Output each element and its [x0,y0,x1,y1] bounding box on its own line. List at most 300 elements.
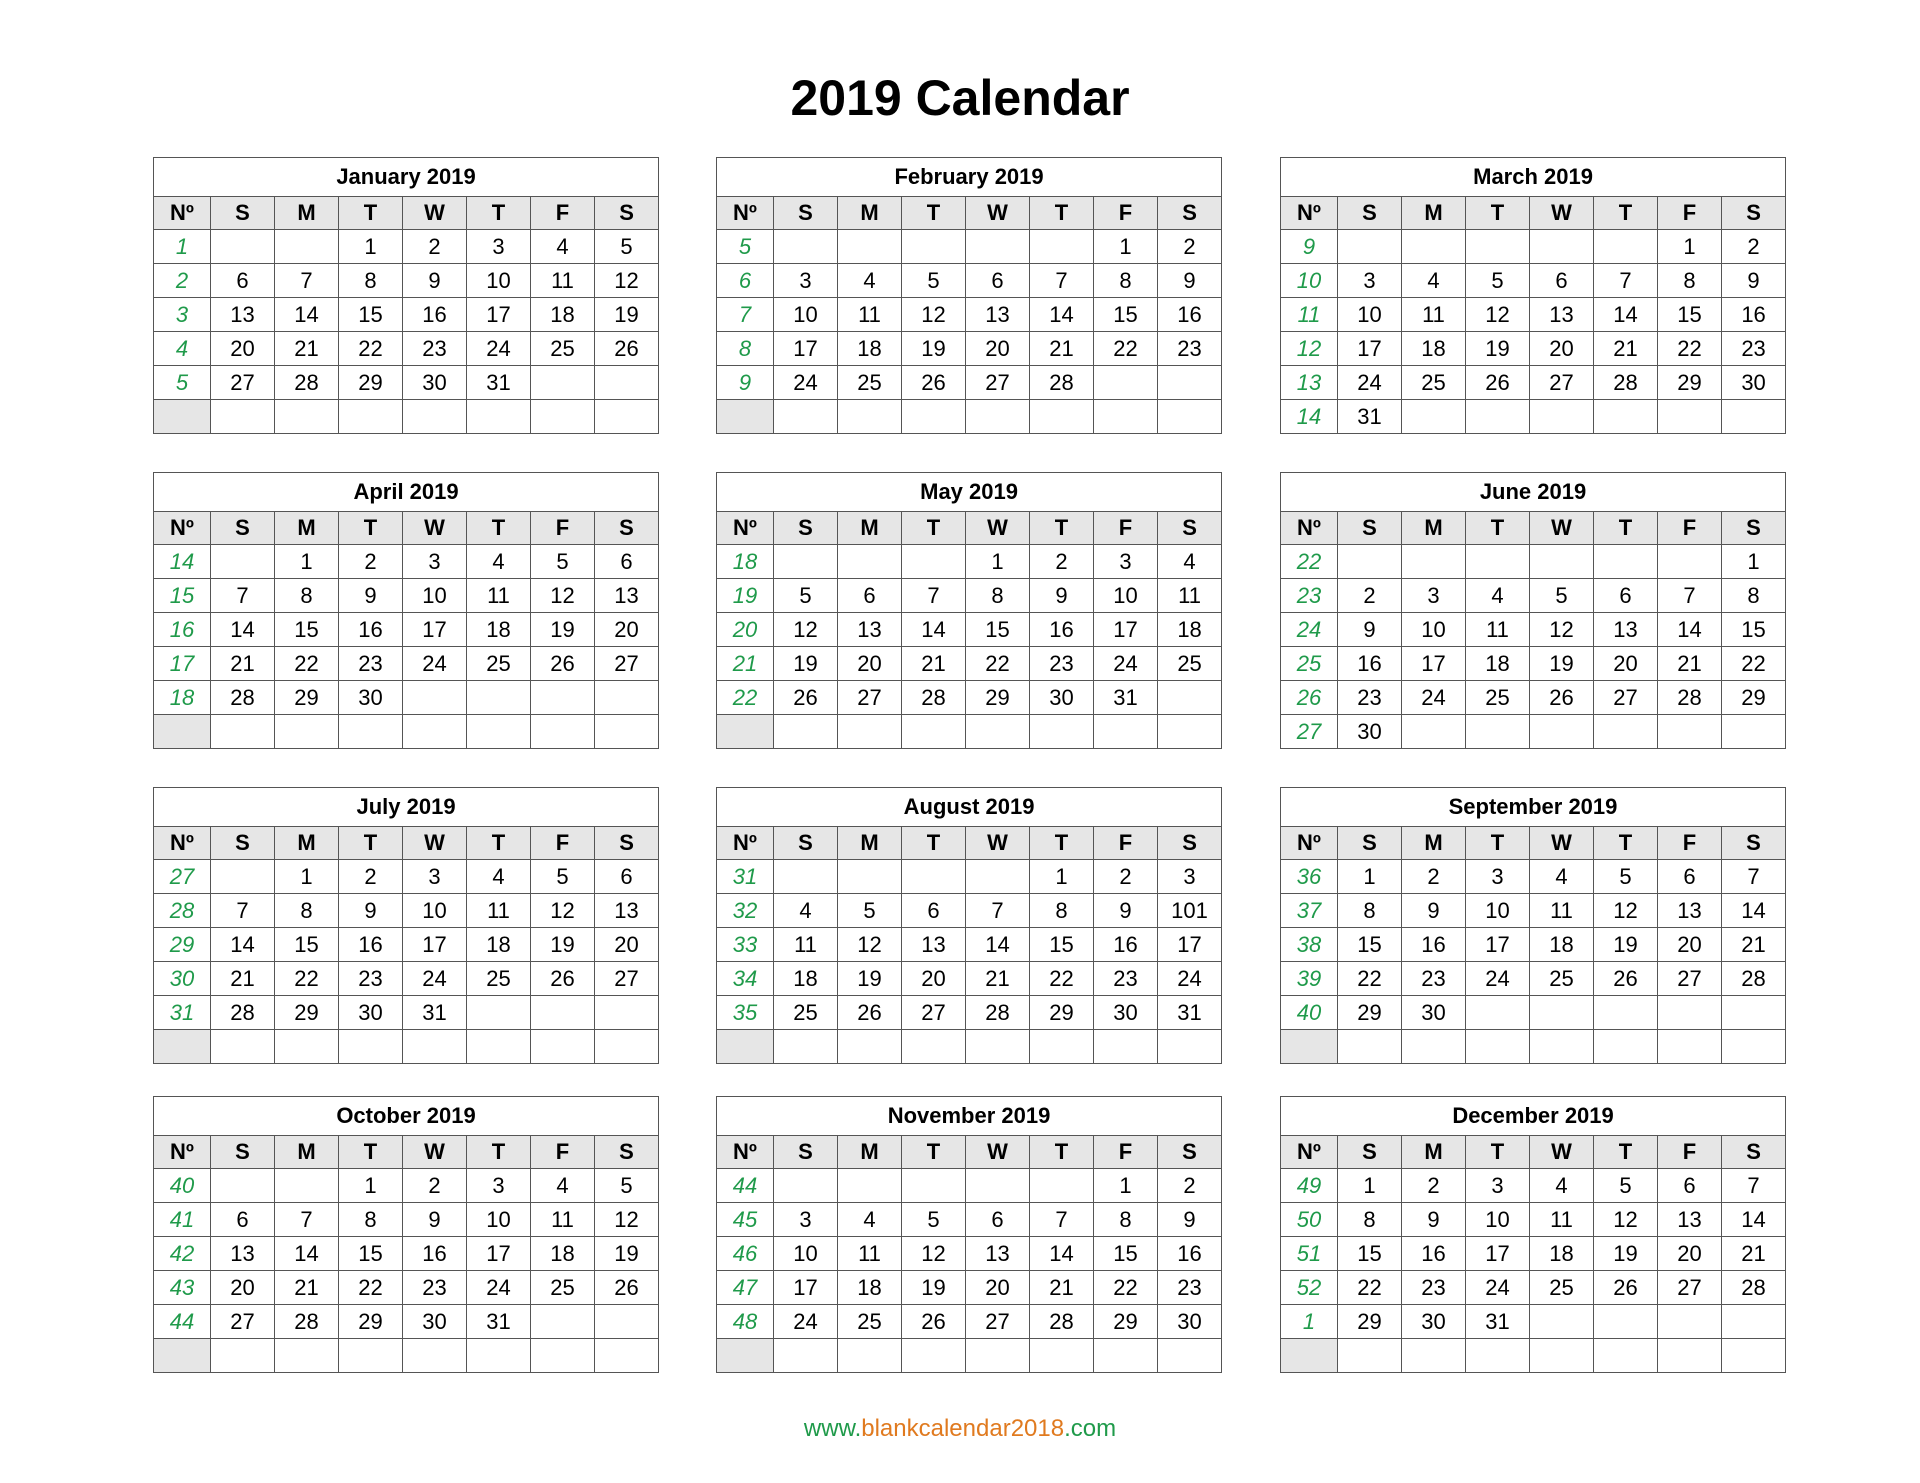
day-cell: 21 [1594,332,1658,366]
week-row [717,366,1222,400]
week-number-cell: 30 [154,962,211,996]
day-cell: 23 [1094,962,1158,996]
day-cell: 5 [902,264,966,298]
week-row [154,962,659,996]
day-cell: 23 [1338,681,1402,715]
weekday-header: S [774,1136,838,1169]
week-number-header: Nº [717,197,774,230]
week-row [717,332,1222,366]
day-cell: 31 [403,996,467,1030]
day-cell: 15 [1658,298,1722,332]
week-row [1281,1203,1786,1237]
day-cell: 101 [1158,894,1222,928]
day-cell: 13 [211,298,275,332]
day-cell: 19 [902,1271,966,1305]
week-number-header: Nº [154,512,211,545]
week-number-cell: 45 [717,1203,774,1237]
day-cell: 12 [902,298,966,332]
week-number-cell: 52 [1281,1271,1338,1305]
weekday-header: S [595,827,659,860]
week-number-cell: 25 [1281,647,1338,681]
weekday-header: T [1030,197,1094,230]
day-cell: 22 [339,332,403,366]
week-number-cell: 34 [717,962,774,996]
day-cell: 28 [211,681,275,715]
day-cell: 19 [838,962,902,996]
week-number-cell: 24 [1281,613,1338,647]
day-cell: 22 [1030,962,1094,996]
month-table [1280,1096,1786,1373]
day-cell: 8 [1658,264,1722,298]
day-cell [966,1030,1030,1064]
day-cell: 8 [1030,894,1094,928]
day-cell: 24 [403,962,467,996]
weekday-header: T [1594,1136,1658,1169]
weekday-header: W [966,1136,1030,1169]
day-cell: 10 [774,1237,838,1271]
day-cell: 27 [211,366,275,400]
day-cell: 6 [966,264,1030,298]
weekday-header: S [774,512,838,545]
day-cell: 6 [595,860,659,894]
weekday-header: F [531,827,595,860]
day-cell [1094,366,1158,400]
month-table [153,1096,659,1373]
day-cell: 9 [1030,579,1094,613]
day-cell: 22 [1338,1271,1402,1305]
day-cell: 26 [902,366,966,400]
week-number-header: Nº [1281,197,1338,230]
day-cell [1402,715,1466,749]
day-cell [902,715,966,749]
day-cell: 17 [1402,647,1466,681]
weekday-header: S [1158,1136,1222,1169]
day-cell: 28 [1030,1305,1094,1339]
day-cell: 24 [774,1305,838,1339]
month-title: September 2019 [1281,788,1786,827]
day-cell: 22 [1094,1271,1158,1305]
day-cell: 13 [595,894,659,928]
day-cell: 16 [1158,1237,1222,1271]
day-cell [211,545,275,579]
week-number-cell: 20 [717,613,774,647]
day-cell: 13 [1594,613,1658,647]
week-number-cell: 4 [154,332,211,366]
week-number-cell: 31 [154,996,211,1030]
day-cell: 4 [838,1203,902,1237]
day-cell: 23 [1402,1271,1466,1305]
day-cell [1338,1339,1402,1373]
day-cell: 23 [1030,647,1094,681]
day-cell: 7 [275,264,339,298]
weekday-header: S [774,197,838,230]
week-number-cell [1281,1339,1338,1373]
day-cell: 9 [1338,613,1402,647]
day-cell [211,230,275,264]
day-cell [1402,1339,1466,1373]
day-cell [966,400,1030,434]
week-number-cell: 39 [1281,962,1338,996]
day-cell [838,1169,902,1203]
day-cell: 23 [1402,962,1466,996]
week-number-cell: 33 [717,928,774,962]
week-row [154,647,659,681]
week-row [1281,1030,1786,1064]
week-number-cell: 17 [154,647,211,681]
week-row [717,1169,1222,1203]
day-cell: 20 [966,1271,1030,1305]
day-cell: 8 [1722,579,1786,613]
day-cell: 26 [1466,366,1530,400]
day-cell: 19 [1594,1237,1658,1271]
day-cell: 28 [966,996,1030,1030]
day-cell: 31 [1094,681,1158,715]
week-row [1281,579,1786,613]
day-cell: 11 [531,1203,595,1237]
week-row [154,1169,659,1203]
weekday-header: M [275,197,339,230]
weekday-header: W [1530,197,1594,230]
day-cell: 23 [1158,1271,1222,1305]
day-cell: 7 [902,579,966,613]
week-number-cell [154,1339,211,1373]
weekday-header: F [1094,512,1158,545]
day-cell: 12 [902,1237,966,1271]
week-number-cell: 14 [1281,400,1338,434]
day-cell: 2 [403,230,467,264]
day-cell: 17 [403,928,467,962]
day-cell: 7 [211,894,275,928]
day-cell [595,996,659,1030]
day-cell: 11 [1530,894,1594,928]
day-cell: 19 [774,647,838,681]
week-row [154,230,659,264]
day-cell: 3 [1466,1169,1530,1203]
weekday-header: F [531,197,595,230]
day-cell: 28 [1658,681,1722,715]
week-row [717,962,1222,996]
day-cell: 25 [531,332,595,366]
day-cell: 5 [531,860,595,894]
day-cell: 18 [1530,1237,1594,1271]
footer-url[interactable] [0,1414,1920,1444]
day-cell: 17 [403,613,467,647]
day-cell: 25 [1530,1271,1594,1305]
week-number-cell [717,400,774,434]
week-row [154,1030,659,1064]
weekday-header: F [1658,197,1722,230]
month-title: February 2019 [717,158,1222,197]
day-cell: 13 [211,1237,275,1271]
day-cell: 8 [339,264,403,298]
weekday-header: S [774,827,838,860]
day-cell: 14 [1722,1203,1786,1237]
week-number-cell: 1 [1281,1305,1338,1339]
day-cell: 21 [275,1271,339,1305]
day-cell [211,715,275,749]
week-number-cell: 10 [1281,264,1338,298]
day-cell: 24 [1158,962,1222,996]
day-cell [838,1030,902,1064]
day-cell [1402,230,1466,264]
day-cell: 12 [1594,1203,1658,1237]
day-cell: 7 [211,579,275,613]
day-cell: 26 [838,996,902,1030]
week-number-cell: 18 [717,545,774,579]
day-cell: 2 [1722,230,1786,264]
week-number-cell: 38 [1281,928,1338,962]
day-cell: 11 [531,264,595,298]
weekday-header: S [1338,197,1402,230]
day-cell: 16 [403,1237,467,1271]
day-cell: 12 [1530,613,1594,647]
day-cell: 19 [531,613,595,647]
week-row [1281,400,1786,434]
day-cell: 15 [1338,928,1402,962]
week-row [154,264,659,298]
day-cell [1030,230,1094,264]
day-cell [966,1169,1030,1203]
week-number-cell: 19 [717,579,774,613]
day-cell [595,1339,659,1373]
weekday-header: S [1158,512,1222,545]
week-number-header: Nº [717,512,774,545]
day-cell: 14 [211,928,275,962]
weekday-header: S [1338,1136,1402,1169]
month-title: May 2019 [717,473,1222,512]
week-row [1281,996,1786,1030]
day-cell: 17 [774,1271,838,1305]
day-cell: 15 [966,613,1030,647]
day-cell: 19 [902,332,966,366]
day-cell [902,1169,966,1203]
week-row [154,298,659,332]
day-cell: 10 [774,298,838,332]
day-cell [1030,1169,1094,1203]
week-row [154,1271,659,1305]
day-cell: 24 [1402,681,1466,715]
week-row [154,1237,659,1271]
day-cell [1530,715,1594,749]
day-cell [467,715,531,749]
day-cell: 25 [1158,647,1222,681]
day-cell: 22 [275,962,339,996]
day-cell: 23 [403,332,467,366]
day-cell [1466,715,1530,749]
day-cell: 25 [531,1271,595,1305]
day-cell: 21 [211,647,275,681]
weekday-header: T [467,827,531,860]
day-cell [1530,996,1594,1030]
day-cell: 12 [774,613,838,647]
weekday-header: S [1338,827,1402,860]
day-cell: 23 [1722,332,1786,366]
day-cell [1158,1339,1222,1373]
day-cell: 21 [1722,928,1786,962]
day-cell: 5 [1594,860,1658,894]
weekday-header: W [403,197,467,230]
day-cell: 21 [1030,332,1094,366]
day-cell: 27 [966,366,1030,400]
day-cell: 28 [1722,1271,1786,1305]
day-cell: 18 [467,613,531,647]
day-cell [1594,1030,1658,1064]
day-cell: 27 [211,1305,275,1339]
footer-url-suffix: .com [1064,1415,1117,1442]
day-cell: 14 [1658,613,1722,647]
weekday-header: S [1338,512,1402,545]
week-row [717,996,1222,1030]
week-number-cell: 36 [1281,860,1338,894]
day-cell: 17 [1338,332,1402,366]
day-cell: 6 [838,579,902,613]
day-cell [339,400,403,434]
day-cell: 9 [403,264,467,298]
week-number-cell: 44 [154,1305,211,1339]
day-cell: 25 [774,996,838,1030]
weekday-header: T [1466,197,1530,230]
day-cell: 2 [1094,860,1158,894]
day-cell: 16 [1402,928,1466,962]
day-cell [1530,1339,1594,1373]
week-number-cell: 2 [154,264,211,298]
day-cell: 2 [339,545,403,579]
day-cell: 16 [1338,647,1402,681]
day-cell: 20 [211,332,275,366]
day-cell: 29 [1722,681,1786,715]
day-cell: 24 [1466,1271,1530,1305]
weekday-header: M [1402,197,1466,230]
day-cell: 8 [1338,894,1402,928]
day-cell: 14 [902,613,966,647]
day-cell: 13 [966,298,1030,332]
day-cell: 8 [275,894,339,928]
day-cell: 30 [1722,366,1786,400]
day-cell: 28 [275,1305,339,1339]
day-cell: 14 [275,298,339,332]
day-cell: 12 [531,579,595,613]
day-cell: 18 [838,332,902,366]
weekday-header: S [211,1136,275,1169]
week-row [717,681,1222,715]
day-cell [275,230,339,264]
day-cell: 31 [1158,996,1222,1030]
week-number-cell: 23 [1281,579,1338,613]
day-cell [403,715,467,749]
day-cell [774,545,838,579]
day-cell [403,400,467,434]
day-cell [1158,400,1222,434]
day-cell [1402,400,1466,434]
day-cell: 20 [211,1271,275,1305]
day-cell: 6 [1594,579,1658,613]
day-cell: 1 [339,230,403,264]
day-cell: 26 [531,647,595,681]
day-cell [1030,1339,1094,1373]
week-row [154,613,659,647]
weekday-header: W [966,827,1030,860]
month-title: October 2019 [154,1097,659,1136]
day-cell [902,230,966,264]
day-cell: 2 [1402,1169,1466,1203]
week-row [1281,715,1786,749]
week-number-cell: 46 [717,1237,774,1271]
day-cell: 12 [1594,894,1658,928]
day-cell: 3 [1158,860,1222,894]
day-cell: 27 [838,681,902,715]
day-cell [531,1339,595,1373]
day-cell: 26 [1594,1271,1658,1305]
weekday-header: M [275,1136,339,1169]
day-cell: 29 [966,681,1030,715]
weekday-header: S [211,512,275,545]
week-number-cell: 11 [1281,298,1338,332]
week-row [717,1237,1222,1271]
day-cell: 30 [1338,715,1402,749]
day-cell: 1 [1722,545,1786,579]
day-cell: 18 [838,1271,902,1305]
day-cell [1594,715,1658,749]
day-cell: 23 [403,1271,467,1305]
week-number-cell [154,715,211,749]
day-cell [902,860,966,894]
day-cell: 1 [1094,230,1158,264]
day-cell: 3 [467,1169,531,1203]
day-cell: 23 [339,647,403,681]
day-cell: 24 [1338,366,1402,400]
day-cell [531,996,595,1030]
day-cell [838,400,902,434]
day-cell [531,400,595,434]
month-table [716,1096,1222,1373]
month-title: June 2019 [1281,473,1786,512]
weekday-header: F [1094,1136,1158,1169]
week-number-cell: 28 [154,894,211,928]
weekday-header: T [339,1136,403,1169]
weekday-header: W [1530,1136,1594,1169]
day-cell: 18 [1530,928,1594,962]
day-cell [966,860,1030,894]
day-cell [1094,1339,1158,1373]
weekday-header: T [467,512,531,545]
footer-url-domain: blankcalendar2018 [861,1415,1065,1442]
day-cell: 18 [1402,332,1466,366]
week-number-cell: 16 [154,613,211,647]
day-cell: 8 [339,1203,403,1237]
weekday-header: F [531,1136,595,1169]
day-cell: 2 [1338,579,1402,613]
day-cell: 22 [1658,332,1722,366]
day-cell [1466,1030,1530,1064]
day-cell: 9 [403,1203,467,1237]
day-cell [1094,400,1158,434]
day-cell: 28 [1722,962,1786,996]
day-cell: 16 [339,613,403,647]
day-cell [774,1169,838,1203]
day-cell: 14 [211,613,275,647]
day-cell [275,1339,339,1373]
week-number-header: Nº [154,827,211,860]
day-cell [1030,715,1094,749]
day-cell: 26 [595,332,659,366]
weekday-header: W [966,197,1030,230]
day-cell: 12 [1466,298,1530,332]
day-cell [595,1305,659,1339]
day-cell: 22 [339,1271,403,1305]
day-cell: 5 [595,1169,659,1203]
day-cell [1338,1030,1402,1064]
week-number-cell: 5 [154,366,211,400]
